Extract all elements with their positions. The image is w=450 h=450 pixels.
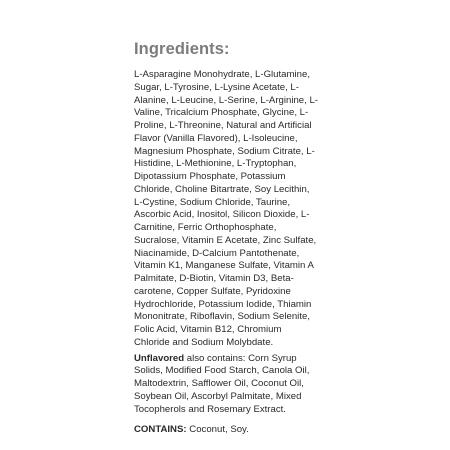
unflavored-note <box>134 353 318 417</box>
contains-label: CONTAINS: <box>134 424 187 436</box>
ingredients-label <box>134 40 318 437</box>
ingredients-heading: Ingredients: <box>134 40 230 58</box>
contains-text: Coconut, Soy. <box>186 424 249 436</box>
unflavored-label: Unflavored <box>134 352 185 364</box>
allergen-statement <box>134 424 318 437</box>
unflavored-text: also contains: Corn Syrup Solids, Modified Food Starch, Canola Oil, Maltodextrin, Safflower Oil, Coconut Oil, Soybean Oil, Ascorbyl Palmitate, Mixed Tocopherols and Rosemary Extract. <box>134 352 310 415</box>
ingredients-list: L-Asparagine Monohydrate, L-Glutamine, Sugar, L-Tyrosine, L-Lysine Acetate, L-Alanine, L-Leucine, L-Serine, L-Arginine, L-Valine, Tricalcium Phosphate, Glycine, L-Proline, L-Threonine, Natural and Artificial Flavor (Vanilla Flavored), L-Isoleucine, Magnesium Phosphate, Sodium Citrate, L-Histidine, L-Methionine, L-Tryptophan, Dipotassium Phosphate, Potassium Chloride, Choline Bitartrate, Soy Lecithin, L-Cystine, Sodium Chloride, Taurine, Ascorbic Acid, Inositol, Silicon Dioxide, L-Carnitine, Ferric Orthophosphate, Sucralose, Vitamin E Acetate, Zinc Sulfate, Niacinamide, D-Calcium Pantothenate, Vitamin K1, Manganese Sulfate, Vitamin A Palmitate, D-Biotin, Vitamin D3, Beta-carotene, Copper Sulfate, Pyridoxine Hydrochloride, Potassium Iodide, Thiamin Mononitrate, Riboflavin, Sodium Selenite, Folic Acid, Vitamin B12, Chromium Chloride and Sodium Molybdate. <box>134 69 318 348</box>
